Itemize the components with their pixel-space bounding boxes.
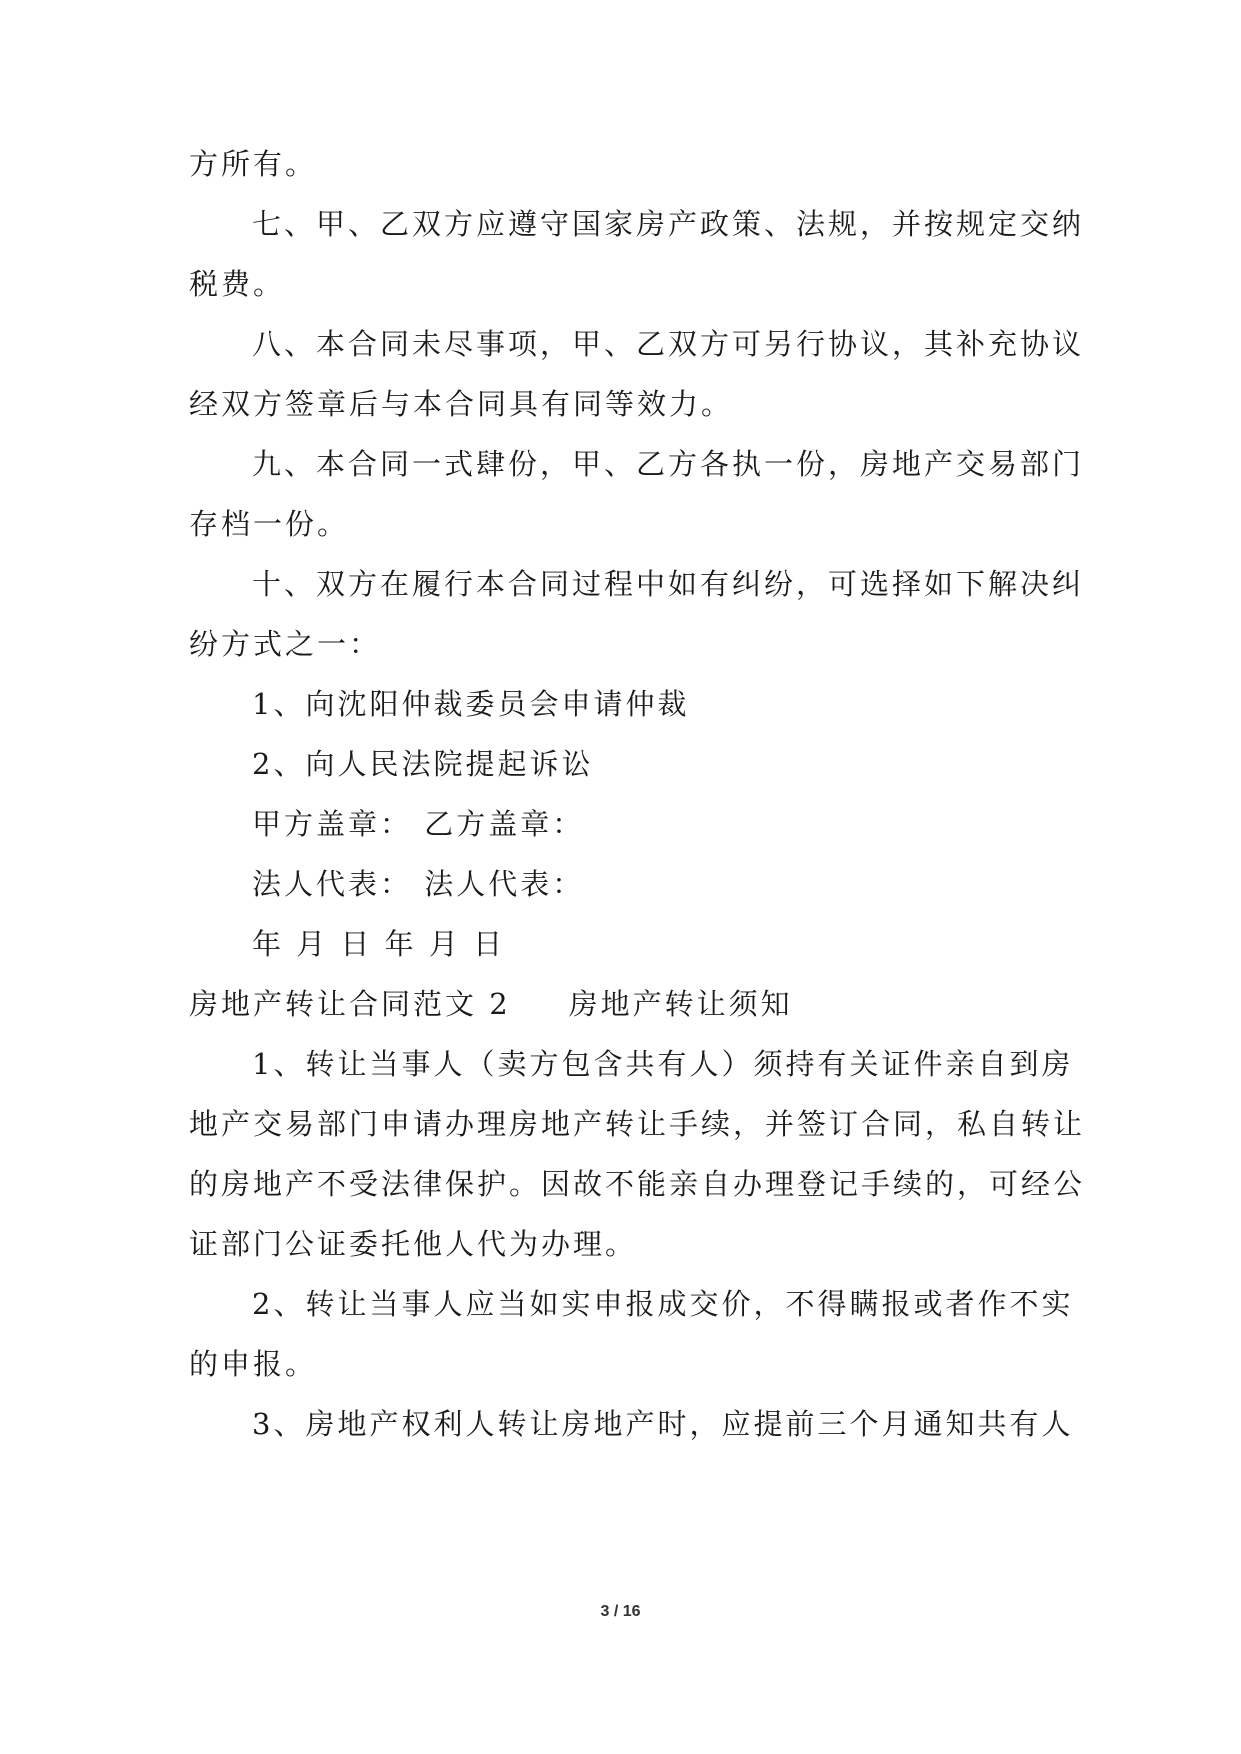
text-line: 1、向沈阳仲裁委员会申请仲裁	[252, 687, 690, 721]
text-line: 的房地产不受法律保护。因故不能亲自办理登记手续的，可经公	[189, 1167, 1086, 1201]
text-line: 七、甲、乙双方应遵守国家房产政策、法规，并按规定交纳	[252, 207, 1085, 241]
text-line: 方所有。	[189, 147, 318, 181]
text-line: 证部门公证委托他人代为办理。	[189, 1227, 638, 1261]
text-line: 1、转让当事人（卖方包含共有人）须持有关证件亲自到房	[252, 1047, 1074, 1081]
text-line: 十、双方在履行本合同过程中如有纠纷，可选择如下解决纠	[252, 567, 1085, 601]
text-line: 2、向人民法院提起诉讼	[252, 747, 594, 781]
text-line: 九、本合同一式肆份，甲、乙方各执一份，房地产交易部门	[252, 447, 1085, 481]
date-line: 年 月 日 年 月 日	[252, 927, 506, 961]
signature-line: 法人代表： 法人代表：	[252, 867, 585, 901]
signature-line: 甲方盖章： 乙方盖章：	[252, 807, 585, 841]
text-line: 存档一份。	[189, 507, 350, 541]
text-line: 经双方签章后与本合同具有同等效力。	[189, 387, 734, 421]
text-line: 地产交易部门申请办理房地产转让手续，并签订合同，私自转让	[189, 1107, 1086, 1141]
heading-subtitle: 房地产转让须知	[568, 987, 793, 1021]
text-line: 3、房地产权利人转让房地产时，应提前三个月通知共有人	[252, 1407, 1074, 1441]
text-line: 八、本合同未尽事项，甲、乙双方可另行协议，其补充协议	[252, 327, 1085, 361]
text-line: 税费。	[189, 267, 286, 301]
heading-title: 房地产转让合同范文 2	[189, 987, 511, 1021]
text-line: 纷方式之一：	[189, 627, 382, 661]
section-heading	[189, 987, 793, 1021]
page-number: 3 / 16	[600, 1603, 641, 1620]
text-line: 2、转让当事人应当如实申报成交价，不得瞒报或者作不实	[252, 1287, 1074, 1321]
text-line: 的申报。	[189, 1347, 318, 1381]
